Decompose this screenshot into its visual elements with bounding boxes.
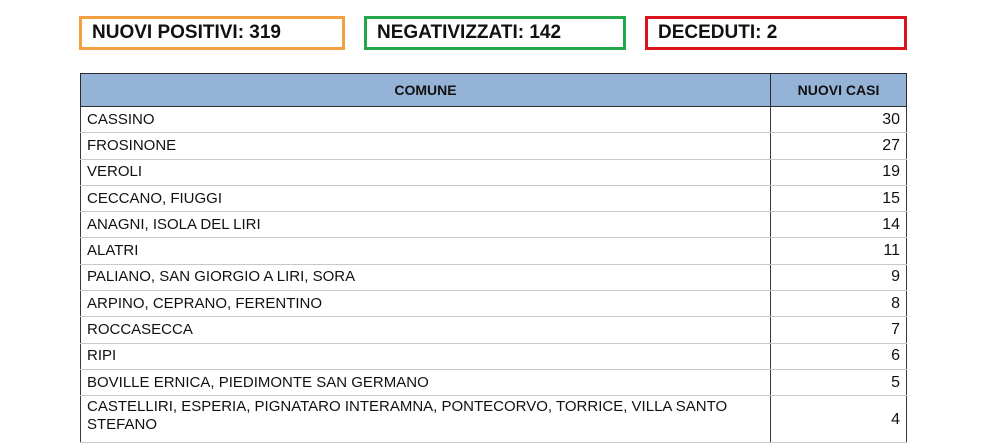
- new-positives-badge: [79, 16, 345, 50]
- cases-cell: 4: [771, 396, 907, 443]
- table-row: [81, 238, 907, 264]
- cases-table: [80, 73, 907, 443]
- recovered-label: NEGATIVIZZATI: 142: [377, 22, 562, 43]
- comune-cell: ALATRI: [81, 238, 771, 264]
- cases-cell: 19: [771, 159, 907, 185]
- cases-cell: 15: [771, 185, 907, 211]
- new-positives-label: NUOVI POSITIVI: 319: [92, 22, 281, 43]
- deceased-badge: [645, 16, 907, 50]
- table-row: [81, 264, 907, 290]
- table-row: [81, 133, 907, 159]
- cases-cell: 8: [771, 291, 907, 317]
- cases-cell: 14: [771, 212, 907, 238]
- cases-cell: 7: [771, 317, 907, 343]
- comune-cell: RIPI: [81, 343, 771, 369]
- cases-cell: 27: [771, 133, 907, 159]
- cases-cell: 9: [771, 264, 907, 290]
- cases-cell: 6: [771, 343, 907, 369]
- table-row: [81, 396, 907, 443]
- cases-cell: 5: [771, 369, 907, 395]
- table-row: [81, 317, 907, 343]
- comune-cell: ROCCASECCA: [81, 317, 771, 343]
- comune-cell: CASTELLIRI, ESPERIA, PIGNATARO INTERAMNA, PONTECORVO, TORRICE, VILLA SANTO STEFANO: [81, 396, 771, 443]
- cases-cell: 11: [771, 238, 907, 264]
- table-row: [81, 185, 907, 211]
- table-header-row: [81, 74, 907, 107]
- table-row: [81, 107, 907, 133]
- comune-cell: ARPINO, CEPRANO, FERENTINO: [81, 291, 771, 317]
- cases-cell: 30: [771, 107, 907, 133]
- comune-cell: ANAGNI, ISOLA DEL LIRI: [81, 212, 771, 238]
- comune-cell: CECCANO, FIUGGI: [81, 185, 771, 211]
- recovered-badge: [364, 16, 626, 50]
- table-row: [81, 212, 907, 238]
- comune-cell: CASSINO: [81, 107, 771, 133]
- column-header-comune: COMUNE: [81, 74, 771, 107]
- deceased-label: DECEDUTI: 2: [658, 22, 778, 43]
- comune-cell: FROSINONE: [81, 133, 771, 159]
- table-row: [81, 369, 907, 395]
- column-header-nuovi-casi: NUOVI CASI: [771, 74, 907, 107]
- comune-cell: BOVILLE ERNICA, PIEDIMONTE SAN GERMANO: [81, 369, 771, 395]
- comune-cell: VEROLI: [81, 159, 771, 185]
- comune-cell: PALIANO, SAN GIORGIO A LIRI, SORA: [81, 264, 771, 290]
- table-row: [81, 343, 907, 369]
- table-row: [81, 291, 907, 317]
- table-row: [81, 159, 907, 185]
